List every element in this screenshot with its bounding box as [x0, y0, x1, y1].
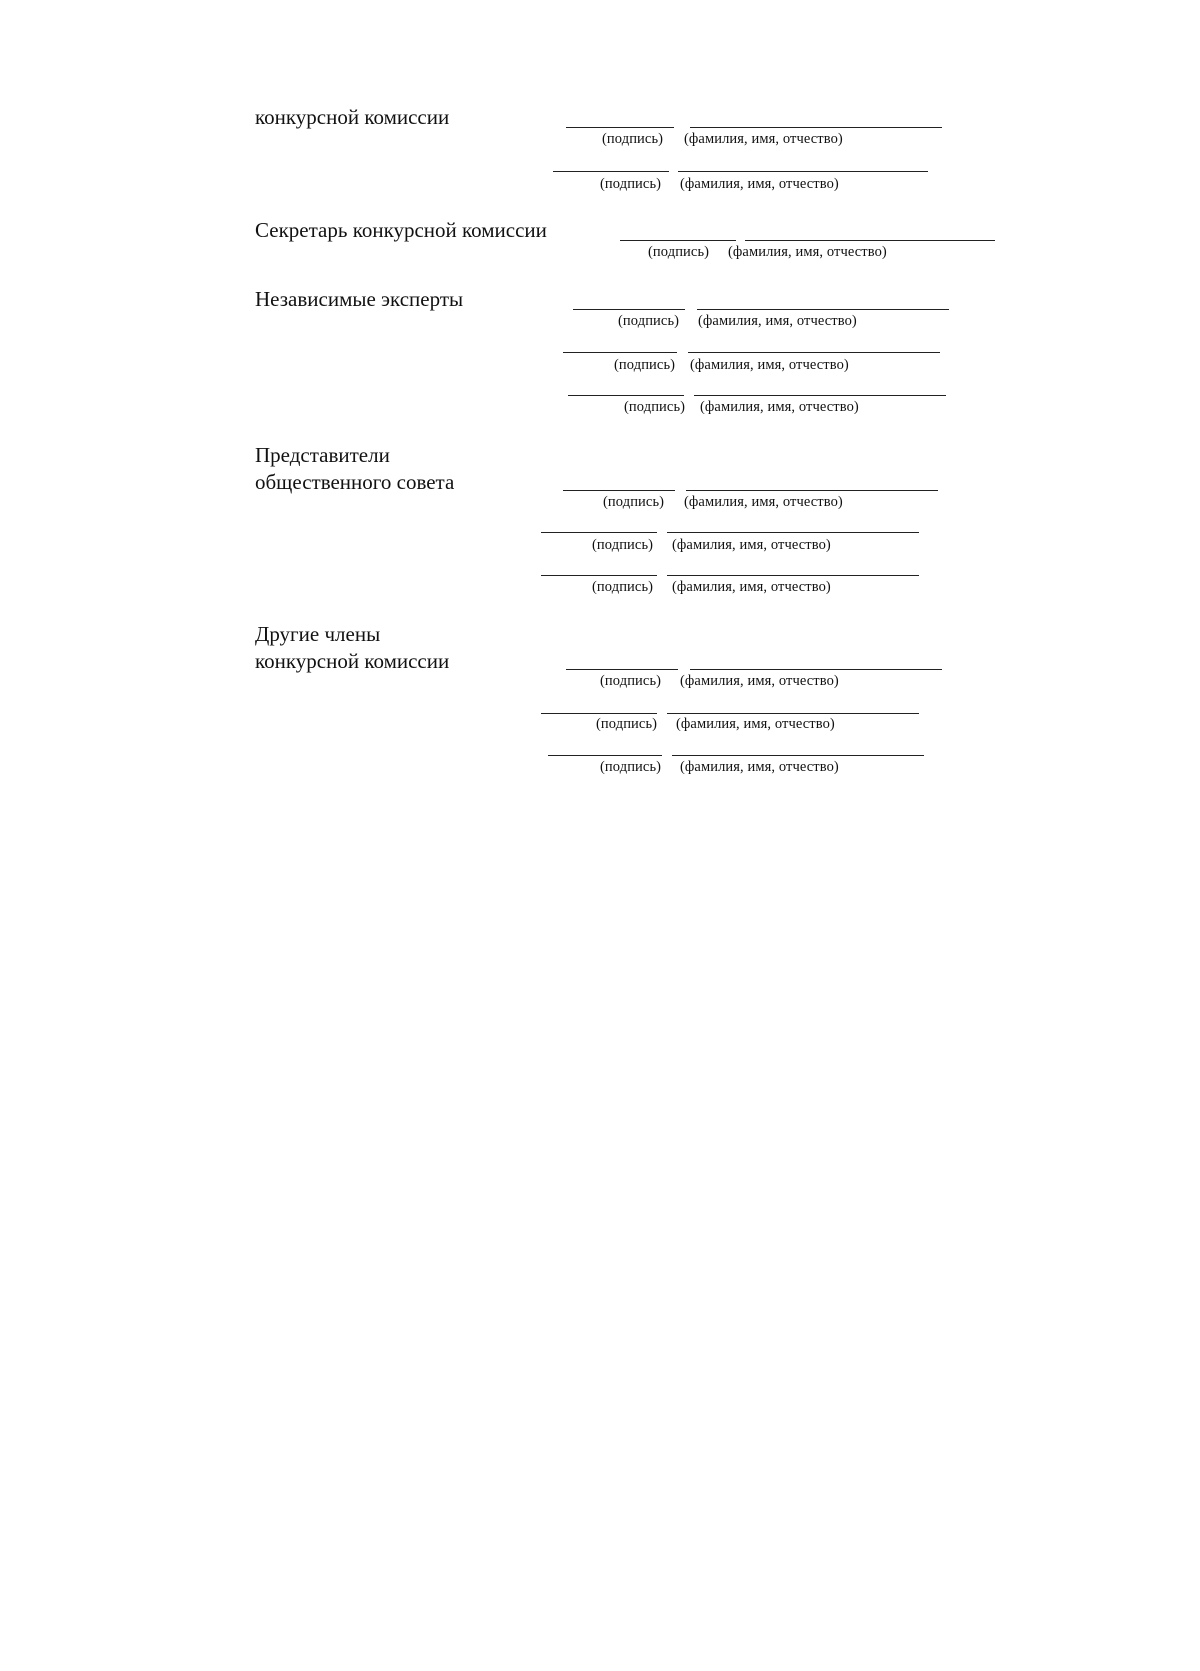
caption-name: (фамилия, имя, отчество) [698, 313, 857, 329]
signature-line [553, 171, 669, 172]
name-line [678, 171, 928, 172]
signature-line [566, 127, 674, 128]
caption-name: (фамилия, имя, отчество) [684, 131, 843, 147]
signature-caption [600, 759, 661, 775]
name-line [697, 309, 949, 310]
signature-caption [614, 357, 675, 373]
role-label-line: Секретарь конкурсной комиссии [255, 218, 547, 242]
role-label-commission [255, 104, 449, 131]
name-caption [680, 176, 839, 192]
caption-signature: (подпись) [600, 673, 662, 689]
name-line [667, 575, 919, 576]
caption-signature: (подпись) [618, 313, 680, 329]
caption-name: (фамилия, имя, отчество) [676, 716, 835, 732]
caption-signature: (подпись) [596, 716, 658, 732]
name-caption [698, 313, 857, 329]
name-caption [690, 357, 849, 373]
name-line [694, 395, 946, 396]
signature-line [573, 309, 685, 310]
signature-caption [602, 131, 663, 147]
name-caption [680, 759, 839, 775]
role-label-line: Другие члены [255, 622, 381, 646]
caption-name: (фамилия, имя, отчество) [684, 494, 843, 510]
caption-name: (фамилия, имя, отчество) [680, 759, 839, 775]
role-label-line: Независимые эксперты [255, 287, 464, 311]
role-label-secretary [255, 217, 547, 244]
caption-name: (фамилия, имя, отчество) [672, 537, 831, 553]
role-label-other-members [255, 621, 449, 675]
caption-name: (фамилия, имя, отчество) [680, 673, 839, 689]
name-line [745, 240, 995, 241]
caption-signature: (подпись) [592, 537, 654, 553]
name-caption [676, 716, 835, 732]
name-line [667, 713, 919, 714]
name-line [686, 490, 938, 491]
role-label-experts [255, 286, 463, 313]
caption-signature: (подпись) [614, 357, 676, 373]
signature-caption [592, 537, 653, 553]
name-line [672, 755, 924, 756]
caption-signature: (подпись) [592, 579, 654, 595]
caption-name: (фамилия, имя, отчество) [680, 176, 839, 192]
caption-signature: (подпись) [600, 759, 662, 775]
signature-caption [618, 313, 679, 329]
signature-line [563, 490, 675, 491]
signature-line [541, 713, 657, 714]
name-caption [672, 537, 831, 553]
caption-signature: (подпись) [624, 399, 686, 415]
name-caption [700, 399, 859, 415]
name-caption [728, 244, 887, 260]
signature-line [568, 395, 684, 396]
signature-caption [648, 244, 709, 260]
role-label-line: конкурсной комиссии [255, 649, 450, 673]
name-caption [680, 673, 839, 689]
signature-line [541, 532, 657, 533]
name-line [690, 127, 942, 128]
caption-signature: (подпись) [648, 244, 710, 260]
caption-signature: (подпись) [600, 176, 662, 192]
role-label-line: Представители [255, 443, 390, 467]
name-line [690, 669, 942, 670]
signature-line [541, 575, 657, 576]
signature-caption [600, 176, 661, 192]
signature-caption [592, 579, 653, 595]
name-caption [672, 579, 831, 595]
caption-name: (фамилия, имя, отчество) [672, 579, 831, 595]
signature-line [620, 240, 736, 241]
signature-caption [624, 399, 685, 415]
signature-line [563, 352, 677, 353]
signature-line [548, 755, 662, 756]
role-label-public-council [255, 442, 454, 496]
caption-signature: (подпись) [602, 131, 664, 147]
caption-name: (фамилия, имя, отчество) [700, 399, 859, 415]
name-line [688, 352, 940, 353]
name-line [667, 532, 919, 533]
signature-line [566, 669, 678, 670]
caption-signature: (подпись) [603, 494, 665, 510]
name-caption [684, 494, 843, 510]
signature-caption [596, 716, 657, 732]
role-label-line: конкурсной комиссии [255, 105, 450, 129]
caption-name: (фамилия, имя, отчество) [728, 244, 887, 260]
signature-caption [600, 673, 661, 689]
name-caption [684, 131, 843, 147]
caption-name: (фамилия, имя, отчество) [690, 357, 849, 373]
signature-caption [603, 494, 664, 510]
role-label-line: общественного совета [255, 470, 455, 494]
